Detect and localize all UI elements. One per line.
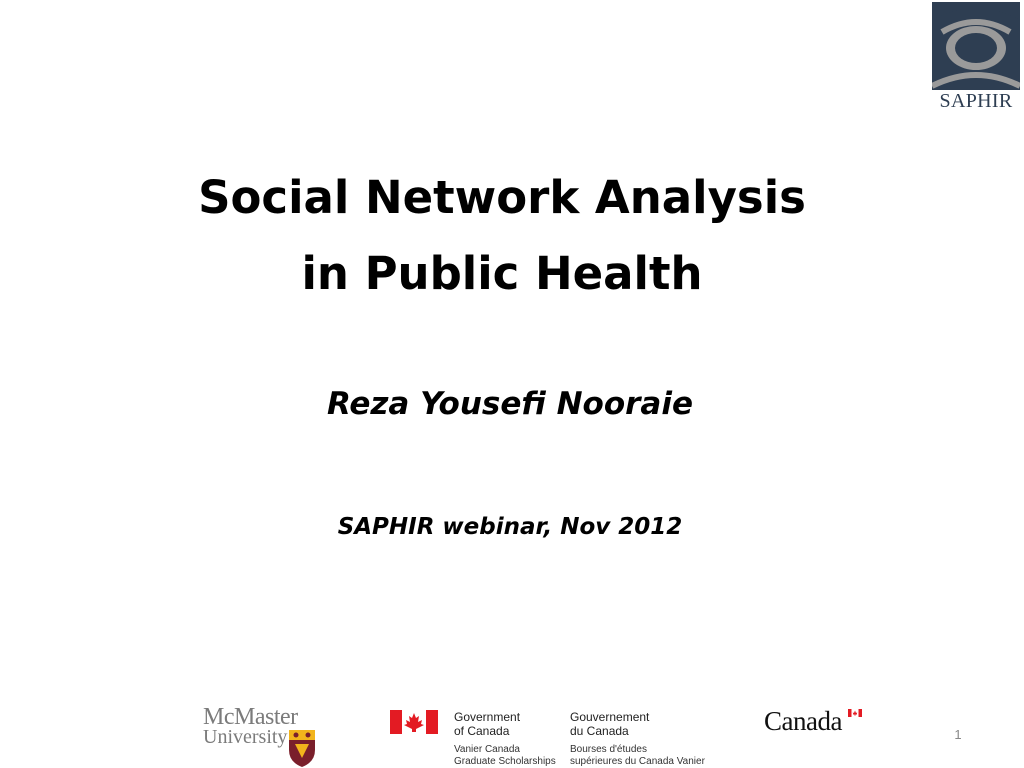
event-line: SAPHIR webinar, Nov 2012	[337, 514, 683, 540]
slide-title-line-2: in Public Health	[301, 247, 703, 300]
saphir-logo-text: SAPHIR	[939, 90, 1013, 112]
vanier-program-fr: Bourses d'études supérieures du Canada Vanier	[570, 744, 705, 767]
slide-title-line-1: Social Network Analysis	[198, 171, 806, 224]
canada-wordmark: Canada	[764, 706, 842, 736]
mcmaster-university: University	[203, 726, 288, 748]
author-name: Reza Yousefi Nooraie	[327, 386, 693, 422]
mcmaster-logo	[203, 704, 323, 768]
page-number: 1	[954, 727, 962, 742]
government-of-canada-logo	[390, 708, 730, 768]
government-en: Government of Canada	[454, 710, 521, 738]
canada-flag-icon	[390, 710, 438, 734]
mcmaster-name: McMaster	[203, 704, 298, 730]
canada-wordmark-flag-icon	[848, 709, 862, 717]
saphir-logo-icon	[932, 2, 1020, 90]
government-fr: Gouvernement du Canada	[570, 710, 650, 738]
vanier-program-en: Vanier Canada Graduate Scholarships	[454, 744, 556, 767]
saphir-logo	[930, 2, 1022, 112]
slide-title	[100, 160, 904, 312]
mcmaster-crest-icon	[287, 728, 317, 768]
